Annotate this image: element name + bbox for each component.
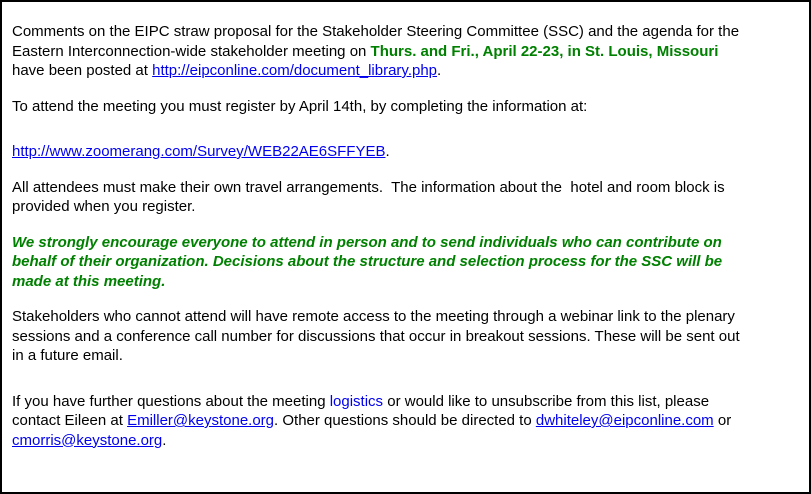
zoomerang-survey-link[interactable]: http://www.zoomerang.com/Survey/WEB22AE6SFFYEB [12, 143, 386, 160]
text-run: . [162, 431, 167, 449]
text-line [12, 392, 801, 412]
text-run: behalf of their organization. Decisions about the structure and selection process for the SSC will be [12, 253, 723, 270]
text-line [12, 252, 801, 272]
logistics-word: logistics [329, 392, 384, 410]
text-line [12, 61, 801, 81]
text-line [12, 97, 801, 117]
text-line [12, 327, 801, 347]
cmorris-email-link[interactable]: cmorris@keystone.org [12, 431, 163, 449]
contact-paragraph [12, 392, 801, 451]
text-run: Stakeholders who cannot attend will have remote access to the meeting through a webinar link to the plenary [12, 308, 735, 325]
travel-paragraph [12, 178, 801, 217]
document-text [12, 22, 801, 450]
meeting-date-location-highlight: Thurs. and Fri., April 22-23, in St. Louis, Missouri [370, 42, 719, 60]
text-run: or would like to unsubscribe from this list, please [383, 392, 710, 410]
text-run: in a future email. [12, 347, 123, 364]
text-run: provided when you register. [12, 198, 196, 215]
text-run: We strongly encourage everyone to attend in person and to send individuals who can contribute on [12, 233, 722, 251]
dwhiteley-email-link[interactable]: dwhiteley@eipconline.com [535, 412, 714, 429]
text-run: . Other questions should be directed to [274, 412, 536, 429]
intro-paragraph [12, 22, 801, 81]
text-run: . [437, 62, 442, 79]
text-run: contact Eileen at [12, 412, 128, 429]
encouragement-paragraph [12, 233, 801, 292]
remote-access-paragraph [12, 307, 801, 366]
survey-link-paragraph [12, 142, 801, 162]
text-line [12, 431, 801, 451]
text-line [12, 346, 801, 366]
emiller-email-link[interactable]: Emiller@keystone.org [127, 412, 275, 429]
text-line [12, 307, 801, 327]
text-run: . [385, 143, 390, 160]
text-line [12, 142, 801, 162]
text-line [12, 197, 801, 217]
text-run: To attend the meeting you must register by April 14th, by completing the information at: [12, 97, 588, 115]
text-line [12, 42, 801, 62]
text-run: sessions and a conference call number for discussions that occur in breakout sessions. These will be sent out [12, 327, 740, 345]
text-run: If you have further questions about the meeting [12, 392, 330, 410]
text-run: Eastern Interconnection-wide stakeholder meeting on [12, 42, 371, 60]
text-run: Comments on the EIPC straw proposal for the Stakeholder Steering Committee (SSC) and the agenda for the [12, 23, 740, 40]
text-run: or [713, 412, 732, 429]
text-run: made at this meeting. [12, 272, 166, 290]
text-line [12, 233, 801, 253]
text-run: have been posted at [12, 62, 153, 79]
text-line [12, 411, 801, 431]
eipconline-document-library-link[interactable]: http://eipconline.com/document_library.php [152, 62, 438, 79]
text-line [12, 22, 801, 42]
text-line [12, 272, 801, 292]
registration-paragraph [12, 97, 801, 117]
text-run: All attendees must make their own travel arrangements. The information about the hotel and room block is [12, 178, 725, 196]
text-line [12, 178, 801, 198]
